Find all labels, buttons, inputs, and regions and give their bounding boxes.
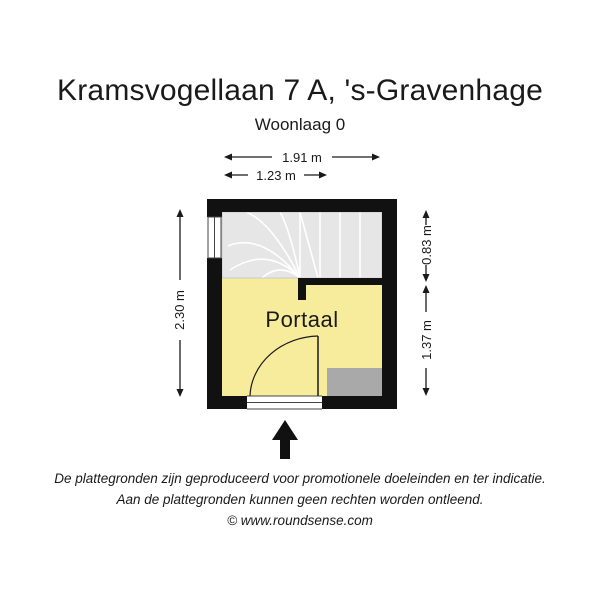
disclaimer-line-1: De plattegronden zijn geproduceerd voor promotionele doeleinden en ter indicatie. [54, 471, 546, 486]
dimension-width-partial [224, 168, 327, 183]
closet [327, 368, 382, 396]
disclaimer-line-2: Aan de plattegronden kunnen geen rechten worden ontleend. [116, 492, 484, 507]
stairs [222, 212, 382, 278]
width-total-label: 1.91 m [282, 150, 322, 165]
disclaimer [0, 468, 600, 531]
dimension-height-lower [419, 285, 434, 396]
floor-subtitle: Woonlaag 0 [254, 115, 346, 134]
dimension-height-total [172, 209, 187, 397]
address-title: Kramsvogellaan 7 A, 's-Gravenhage [57, 74, 543, 107]
height-upper-label: 0.83 m [419, 225, 434, 265]
room-label-portaal: Portaal [265, 307, 339, 332]
width-partial-label: 1.23 m [256, 168, 296, 183]
dimension-width-total [224, 150, 380, 165]
copyright: © www.roundsense.com [227, 513, 373, 528]
height-total-label: 2.30 m [172, 290, 187, 330]
height-lower-label: 1.37 m [419, 320, 434, 360]
window [208, 217, 221, 258]
dimension-height-upper [419, 210, 434, 282]
entrance-arrow-icon [272, 420, 298, 459]
